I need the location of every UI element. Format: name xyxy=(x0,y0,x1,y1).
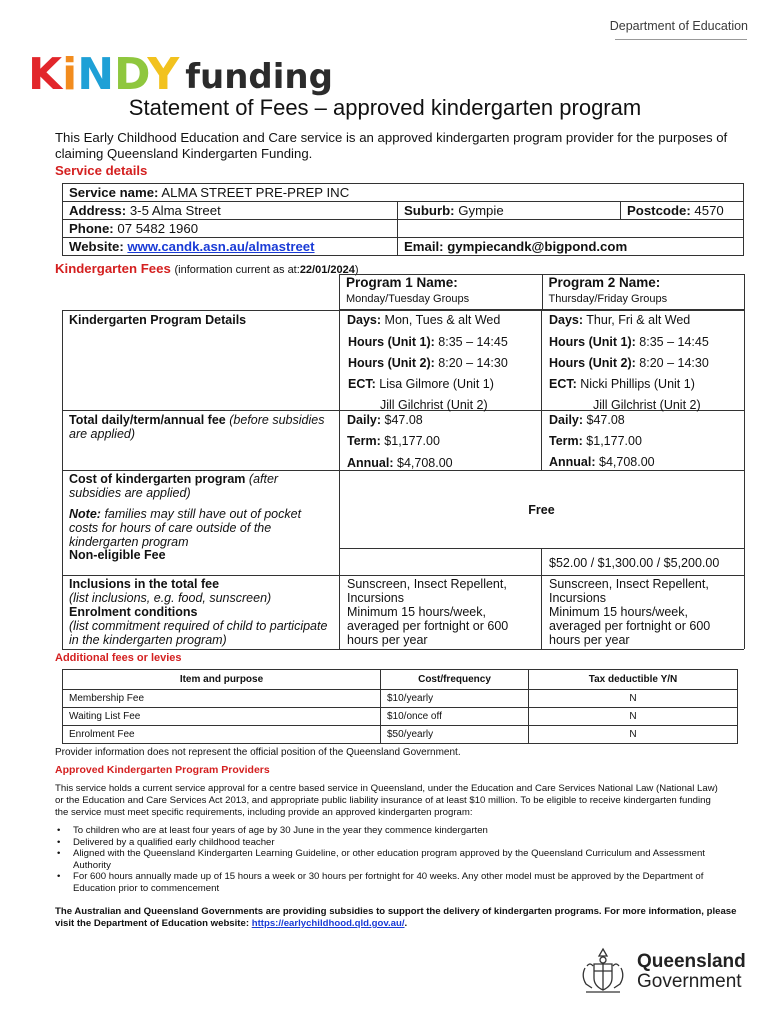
p1-ect: ECT: Lisa Gilmore (Unit 1) xyxy=(348,377,494,391)
address-cell: Address: 3-5 Alma Street xyxy=(63,202,398,220)
logo-letter: K xyxy=(28,49,63,100)
kindergarten-fees-heading: Kindergarten Fees (information current as at:22/01/2024) xyxy=(55,261,359,276)
footer-text: The Australian and Queensland Governments are providing subsidies to support the delivery of kindergarten programs. For more information, please visit the Department of Education website: https://earlychildhood.qld.gov.au/. xyxy=(55,906,737,929)
p1-daily: Daily: $47.08 xyxy=(347,413,423,427)
p1-annual: Annual: $4,708.00 xyxy=(347,456,453,470)
p2-inclusions-enrolment: Sunscreen, Insect Repellent, Incursions Minimum 15 hours/week, averaged per fortnight or 600 hours per year xyxy=(549,577,711,647)
col-cost: Cost/frequency xyxy=(381,670,529,690)
program-header-table xyxy=(339,274,745,310)
logo-funding-word: funding xyxy=(185,57,333,97)
table-row: Waiting List Fee $10/once off N xyxy=(63,708,738,726)
p2-term: Term: $1,177.00 xyxy=(549,434,642,448)
additional-fees-heading: Additional fees or levies xyxy=(55,652,182,664)
empty-cell xyxy=(398,220,744,238)
page-title: Statement of Fees – approved kindergarten program xyxy=(128,95,642,120)
list-item: • To children who are at least four years of age by 30 June in the year they commence kindergarten xyxy=(55,825,725,837)
postcode-cell: Postcode: 4570 xyxy=(621,202,744,220)
p2-ect2: Jill Gilchrist (Unit 2) xyxy=(593,398,701,412)
col-item: Item and purpose xyxy=(63,670,381,690)
table-row: Membership Fee $10/yearly N xyxy=(63,690,738,708)
phone-cell: Phone: 07 5482 1960 xyxy=(63,220,398,238)
col-tax: Tax deductible Y/N xyxy=(529,670,738,690)
queensland-government-logo xyxy=(577,946,746,998)
inclusions-label: Inclusions in the total fee (list inclusions, e.g. food, sunscreen) Enrolment conditions (list commitment required of child to participate in the kindergarten program) xyxy=(69,577,328,647)
logo-letter: i xyxy=(62,49,78,100)
p1-ect2: Jill Gilchrist (Unit 2) xyxy=(380,398,488,412)
department-name: Department of Education xyxy=(609,19,748,33)
service-name-cell: Service name: ALMA STREET PRE-PREP INC xyxy=(63,184,744,202)
approved-providers-paragraph: This service holds a current service approval for a centre based service in Queensland, under the Education and Care Services National Law (National Law) or the Education and Care Services Act 2013, and appropriate public liability insurance of at least $10 million. To be eligible to receive kindergarten funding the service must meet specific requirements, including provide an approved kindergarten program: xyxy=(55,783,718,818)
list-item: • For 600 hours annually made up of 15 hours a week or 30 hours per fortnight for 40 weeks. Any other model must be approved by the Department of Education prior to commencement xyxy=(55,871,725,894)
p1-days: Days: Mon, Tues & alt Wed xyxy=(347,313,501,327)
non-eligible-value: $52.00 / $1,300.00 / $5,200.00 xyxy=(549,556,720,570)
p2-days: Days: Thur, Fri & alt Wed xyxy=(549,313,691,327)
intro-text: This Early Childhood Education and Care service is an approved kindergarten program provider for the purposes of claiming Queensland Kindergarten Funding. xyxy=(55,130,728,161)
coat-of-arms-icon xyxy=(577,946,629,998)
p2-hours-unit1: Hours (Unit 1): 8:35 – 14:45 xyxy=(549,335,709,349)
p2-ect: ECT: Nicki Phillips (Unit 1) xyxy=(549,377,695,391)
list-item: • Delivered by a qualified early childhood teacher xyxy=(55,837,725,849)
logo-letter: N xyxy=(77,49,115,100)
requirements-list xyxy=(55,825,725,895)
program-details-label: Kindergarten Program Details xyxy=(69,313,247,327)
non-eligible-label: Non-eligible Fee xyxy=(69,548,166,562)
qld-line2: Government xyxy=(637,971,742,992)
logo-letter: Y xyxy=(147,49,180,100)
service-details-table xyxy=(62,183,744,256)
p2-daily: Daily: $47.08 xyxy=(549,413,625,427)
list-item: • Aligned with the Queensland Kindergarten Learning Guideline, or other education program approved by the Queensland Curriculum and Assessment Authority xyxy=(55,848,725,871)
program2-header: Program 2 Name: Thursday/Friday Groups xyxy=(542,275,745,310)
kindy-letters xyxy=(28,49,180,100)
logo-letter: D xyxy=(114,49,148,100)
p1-inclusions-enrolment: Sunscreen, Insect Repellent, Incursions Minimum 15 hours/week, averaged per fortnight or 600 hours per year xyxy=(347,577,509,647)
note-text: Note: families may still have out of pocket costs for hours of care outside of the kindergarten program xyxy=(69,507,302,549)
website-cell: Website: www.candk.asn.au/almastreet xyxy=(63,238,398,256)
p1-term: Term: $1,177.00 xyxy=(347,434,440,448)
table-row: Enrolment Fee $50/yearly N xyxy=(63,726,738,744)
p1-hours-unit2: Hours (Unit 2): 8:20 – 14:30 xyxy=(348,356,508,370)
provider-note: Provider information does not represent the official position of the Queensland Government. xyxy=(55,747,461,758)
kindy-funding-logo xyxy=(28,49,333,100)
p2-hours-unit2: Hours (Unit 2): 8:20 – 14:30 xyxy=(549,356,709,370)
cost-label: Cost of kindergarten program (after subsidies are applied) xyxy=(69,472,279,500)
service-details-heading: Service details xyxy=(55,163,148,178)
p1-hours-unit1: Hours (Unit 1): 8:35 – 14:45 xyxy=(348,335,508,349)
footer-link[interactable]: https://earlychildhood.qld.gov.au/ xyxy=(251,918,405,929)
program1-header: Program 1 Name: Monday/Tuesday Groups xyxy=(340,275,543,310)
suburb-cell: Suburb: Gympie xyxy=(398,202,621,220)
divider xyxy=(615,39,747,40)
total-fee-label: Total daily/term/annual fee (before subsidies are applied) xyxy=(69,413,325,441)
approved-providers-heading: Approved Kindergarten Program Providers xyxy=(55,764,270,776)
free-label: Free xyxy=(528,503,555,517)
qld-line1: Queensland xyxy=(637,951,746,972)
website-link[interactable]: www.candk.asn.au/almastreet xyxy=(127,239,315,254)
additional-fees-table xyxy=(62,669,738,744)
email-cell: Email: gympiecandk@bigpond.com xyxy=(398,238,744,256)
p2-annual: Annual: $4,708.00 xyxy=(549,455,655,469)
